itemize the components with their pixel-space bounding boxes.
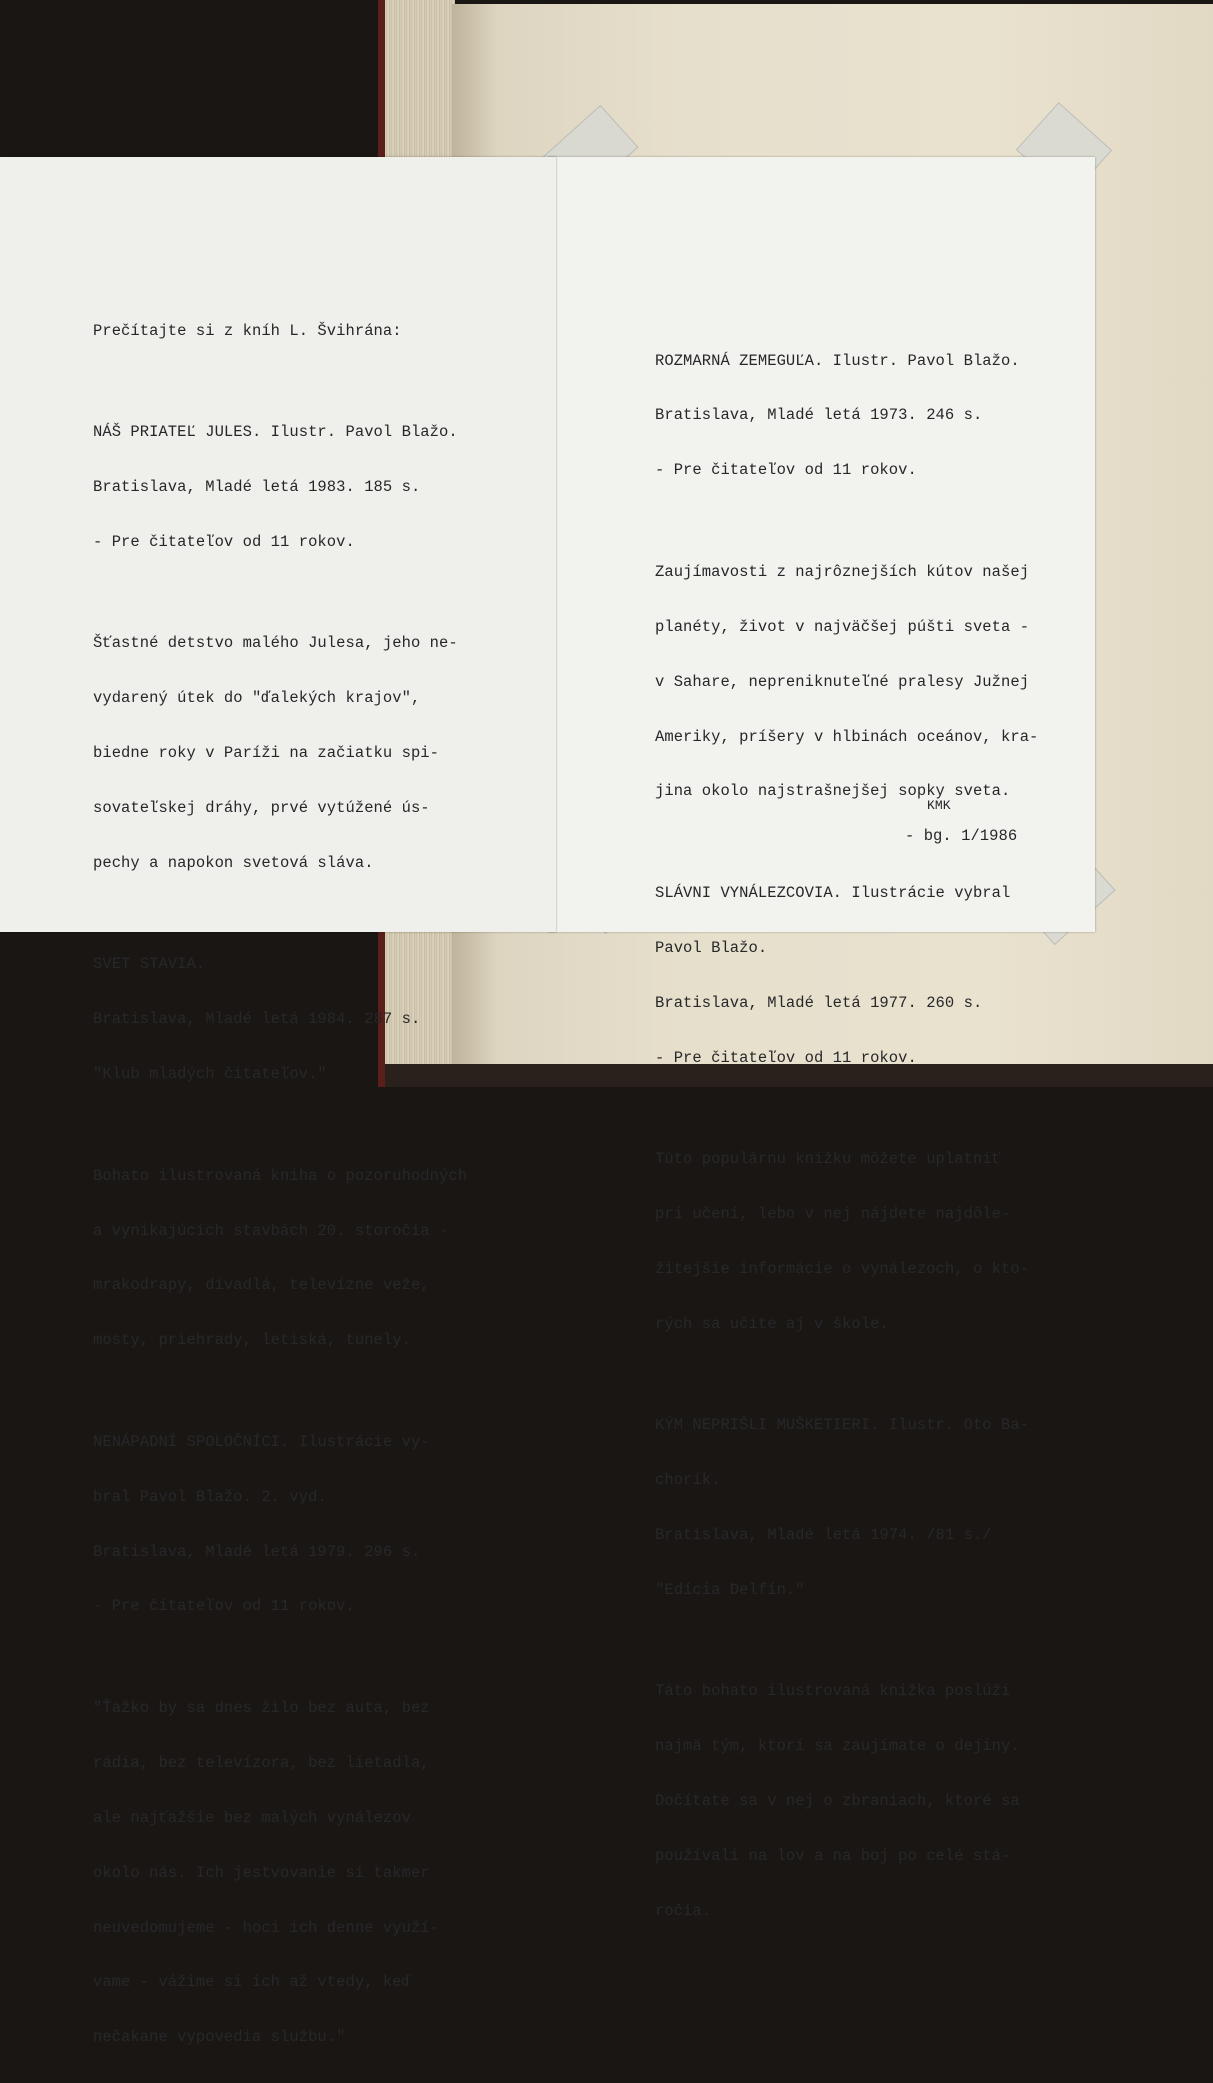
entry-1-bib-line-3: - Pre čitateľov od 11 rokov. bbox=[93, 532, 355, 551]
entry-2-bib-line-1: SVET STAVIA. bbox=[93, 955, 206, 974]
entry-2-blurb-line-2: pri učení, lebo v nej nájdete najdôle- bbox=[655, 1204, 1011, 1223]
entry-3-blurb-line-5: neuvedomujeme - hoci ich denne využí- bbox=[93, 1918, 440, 1937]
signature: KMK bbox=[927, 798, 951, 813]
entry-1-blurb-line-5: jina okolo najstrašnejšej sopky sveta. bbox=[655, 782, 1011, 801]
entry-3-blurb-line-1: "Ťažko by sa dnes žilo bez auta, bez bbox=[93, 1698, 430, 1717]
entry-1-bib-line-2: Bratislava, Mladé letá 1973. 246 s. bbox=[655, 406, 983, 425]
entry-2-bib-line-1: SLÁVNI VYNÁLEZCOVIA. Ilustrácie vybral bbox=[655, 883, 1011, 902]
entry-1-bib-line-2: Bratislava, Mladé letá 1983. 185 s. bbox=[93, 477, 421, 496]
left-catalog-card bbox=[0, 157, 556, 2047]
entry-3-bib-line-1: NENÁPADNÍ SPOLOČNÍCI. Ilustrácie vy- bbox=[93, 1432, 430, 1451]
entry-3-bib-line-1: KÝM NEPRIŠLI MUŠKETIERI. Ilustr. Oto Ba- bbox=[655, 1416, 1030, 1435]
entry-3-blurb-line-6: vame - vážime si ich až vtedy, keď bbox=[93, 1973, 411, 1992]
entry-3-blurb-line-3: Dočítate sa v nej o zbraniach, ktoré sa bbox=[655, 1792, 1020, 1811]
entry-3-bib-line-2: chorík. bbox=[655, 1471, 721, 1490]
entry-3-blurb-line-2: najmä tým, ktorí sa zaujímate o dejiny. bbox=[655, 1737, 1020, 1756]
right-catalog-card bbox=[548, 157, 1095, 1920]
entry-1-blurb-line-1: Zaujímavosti z najrôznejších kútov našej bbox=[655, 562, 1030, 581]
entry-2-bib-line-2: Bratislava, Mladé letá 1984. 287 s. bbox=[93, 1010, 421, 1029]
entry-2-blurb-line-3: žitejšie informácie o vynálezoch, o kto- bbox=[655, 1259, 1030, 1278]
entry-1-bib-line-1: ROZMARNÁ ZEMEGUĽA. Ilustr. Pavol Blažo. bbox=[655, 351, 1020, 370]
left-card-text bbox=[93, 285, 467, 2083]
entry-2-blurb-line-1: Túto populárnu knižku môžete uplatniť bbox=[655, 1150, 1002, 1169]
entry-1-blurb-line-3: biedne roky v Paríži na začiatku spi- bbox=[93, 744, 440, 763]
entry-2-bib-line-2: Pavol Blažo. bbox=[655, 938, 768, 957]
entry-3-blurb-line-7: nečakane vypovedia službu." bbox=[93, 2028, 346, 2047]
entry-2-blurb-line-1: Bohato ilustrovaná kniha o pozoruhodných bbox=[93, 1166, 468, 1185]
left-card-heading: Prečítajte si z kníh L. Švihrána: bbox=[93, 321, 402, 340]
entry-3-blurb-line-3: ale najťažšie bez malých vynálezov bbox=[93, 1808, 411, 1827]
right-card-text bbox=[655, 315, 1038, 1957]
entry-2-blurb-line-4: mosty, priehrady, letiská, tunely. bbox=[93, 1331, 411, 1350]
entry-1-blurb-line-2: planéty, život v najväčšej púšti sveta - bbox=[655, 617, 1030, 636]
entry-2-blurb-line-3: mrakodrapy, divadlá, televízne veže, bbox=[93, 1276, 430, 1295]
date-line: - bg. 1/1986 bbox=[905, 827, 1018, 845]
entry-1-blurb-line-5: pechy a napokon svetová sláva. bbox=[93, 853, 374, 872]
entry-1-blurb-line-3: v Sahare, nepreniknuteľné pralesy Južnej bbox=[655, 672, 1030, 691]
entry-1-bib-line-3: - Pre čitateľov od 11 rokov. bbox=[655, 461, 917, 480]
entry-3-bib-line-4: "Edícia Delfín." bbox=[655, 1580, 805, 1599]
entry-3-blurb-line-4: okolo nás. Ich jestvovanie si takmer bbox=[93, 1863, 430, 1882]
entry-3-blurb-line-2: rádia, bez televízora, bez lietadla, bbox=[93, 1753, 430, 1772]
entry-3-blurb-line-1: Táto bohato ilustrovaná knižka poslúži bbox=[655, 1682, 1011, 1701]
entry-1-blurb-line-4: Ameriky, príšery v hlbinách oceánov, kra- bbox=[655, 727, 1039, 746]
entry-1-blurb-line-1: Šťastné detstvo malého Julesa, jeho ne- bbox=[93, 634, 458, 653]
entry-3-blurb-line-5: ročia. bbox=[655, 1901, 712, 1920]
entry-2-bib-line-3: "Klub mladých čitateľov." bbox=[93, 1065, 327, 1084]
entry-3-bib-line-2: bral Pavol Blažo. 2. vyd. bbox=[93, 1487, 327, 1506]
entry-2-blurb-line-2: a vynikajúcich stavbách 20. storočia - bbox=[93, 1221, 449, 1240]
entry-1-bib-line-1: NÁŠ PRIATEĽ JULES. Ilustr. Pavol Blažo. bbox=[93, 423, 458, 442]
entry-3-bib-line-3: Bratislava, Mladé letá 1979. 296 s. bbox=[93, 1542, 421, 1561]
entry-2-blurb-line-4: rých sa učíte aj v škole. bbox=[655, 1314, 889, 1333]
entry-1-blurb-line-2: vydarený útek do "ďalekých krajov", bbox=[93, 689, 421, 708]
entry-1-blurb-line-4: sovateľskej dráhy, prvé vytúžené ús- bbox=[93, 799, 430, 818]
entry-2-bib-line-3: Bratislava, Mladé letá 1977. 260 s. bbox=[655, 993, 983, 1012]
entry-3-blurb-line-4: používali na lov a na boj po celé stá- bbox=[655, 1847, 1011, 1866]
entry-3-bib-line-4: - Pre čitateľov od 11 rokov. bbox=[93, 1597, 355, 1616]
entry-3-bib-line-3: Bratislava, Mladé letá 1974. /81 s./ bbox=[655, 1526, 992, 1544]
entry-2-bib-line-4: - Pre čitateľov od 11 rokov. bbox=[655, 1048, 917, 1067]
